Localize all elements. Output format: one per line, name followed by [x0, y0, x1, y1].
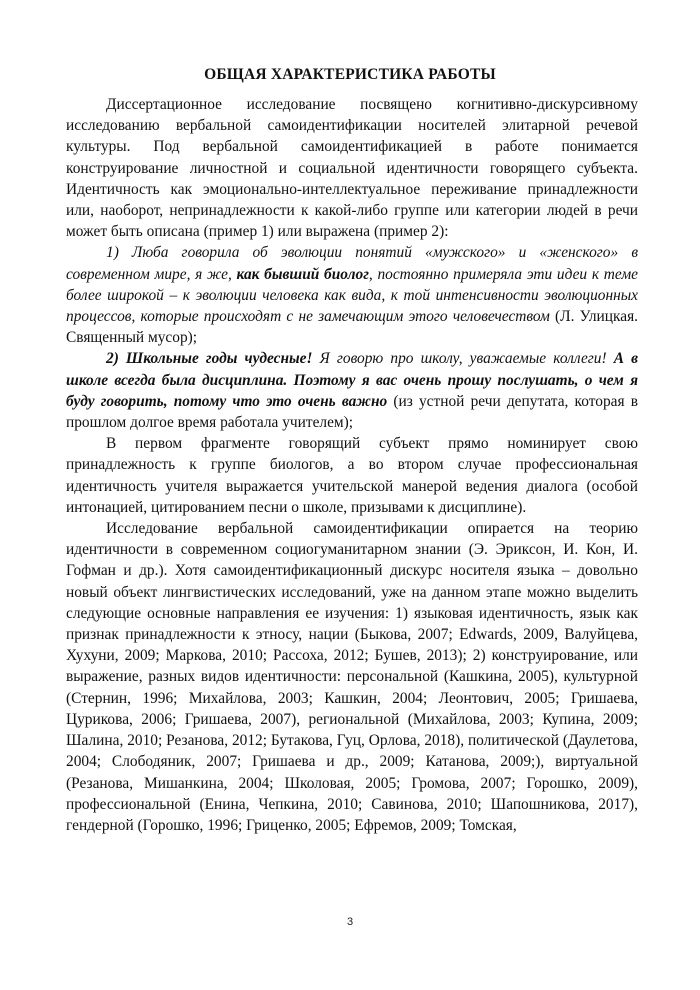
body-text	[66, 94, 638, 836]
example-2-emphasis-c: А в школе всегда была дисциплина. Поэтому я вас очень прошу послушать, о чем я буду говорить, потому что это очень важно	[66, 350, 638, 410]
example-1-source: (Л. Улицкая. Священный мусор);	[66, 308, 638, 347]
example-2-source: (из устной речи депутата, которая в прошлом долгое время работала учителем);	[66, 392, 638, 432]
analysis-paragraph: В первом фрагменте говорящий субъект прямо номинирует свою принадлежность к группе биологов, а во втором случае профессиональная идентичность учителя выражается учительской манерой ведения диалога (особой интонацией, цитированием песни о школе, призывами к дисциплине).	[66, 435, 638, 516]
example-1-emphasis: как бывший биолог	[236, 265, 369, 283]
intro-paragraph: Диссертационное исследование посвящено когнитивно-дискурсивному исследованию вербальной самоидентификации носителей элитарной речевой культуры. Под вербальной самоидентификацией в работе понимается конструирование личностной и социальной идентичности говорящего субъекта. Идентичность как эмоционально-интеллектуальное переживание принадлежности или, наоборот, непринадлежности к какой-либо группе или категории людей в речи может быть описана (пример 1) или выражена (пример 2):	[66, 96, 638, 241]
example-1	[66, 242, 638, 348]
example-2-text-b: Я говорю про школу, уважаемые коллеги!	[312, 350, 614, 368]
page-number: 3	[346, 916, 354, 928]
example-2	[66, 348, 638, 433]
example-1-text-a: 1) Люба говорила об эволюции понятий «мужского» и «женского» в современном мире, я же,	[66, 244, 638, 283]
example-2-emphasis-a: 2) Школьные годы чудесные!	[106, 350, 313, 368]
page-title: ОБЩАЯ ХАРАКТЕРИСТИКА РАБОТЫ	[204, 66, 496, 83]
research-paragraph: Исследование вербальной самоидентификации опирается на теорию идентичности в современном социогуманитарном знании (Э. Эриксон, И. Кон, И. Гофман и др.). Хотя самоидентификационный дискурс носителя языка – довольно новый объект лингвистических исследований, уже на данном этапе можно выделить следующие основные направления ее изучения: 1) языковая идентичность, язык как признак принадлежности к этносу, нации (Быкова, 2007; Edwards, 2009, Валуйцева, Хухуни, 2009; Маркова, 2010; Рассоха, 2012; Бушев, 2013); 2) конструирование, или выражение, разных видов идентичности: персональной (Кашкина, 2005), культурной (Стернин, 1996; Михайлова, 2003; Кашкин, 2004; Леонтович, 2005; Гришаева, Цурикова, 2006; Гришаева, 2007), региональной (Михайлова, 2003; Купина, 2009; Шалина, 2010; Резанова, 2012; Бутакова, Гуц, Орлова, 2018), политической (Даулетова, 2004; Слободяник, 2007; Гришаева и др., 2009; Катанова, 2009;), виртуальной (Резанова, Мишанкина, 2004; Школовая, 2005; Громова, 2007; Горошко, 2009), профессиональной (Енина, Чепкина, 2010; Савинова, 2010; Шапошникова, 2017), гендерной (Горошко, 1996; Гриценко, 2005; Ефремов, 2009; Томская,	[66, 520, 638, 834]
example-1-text-c: , постоянно примеряла эти идеи к теме более широкой – к эволюции человека как вида, к той интенсивности эволюционных процессов, которые происходят с не замечающим этого человечеством	[66, 265, 638, 326]
